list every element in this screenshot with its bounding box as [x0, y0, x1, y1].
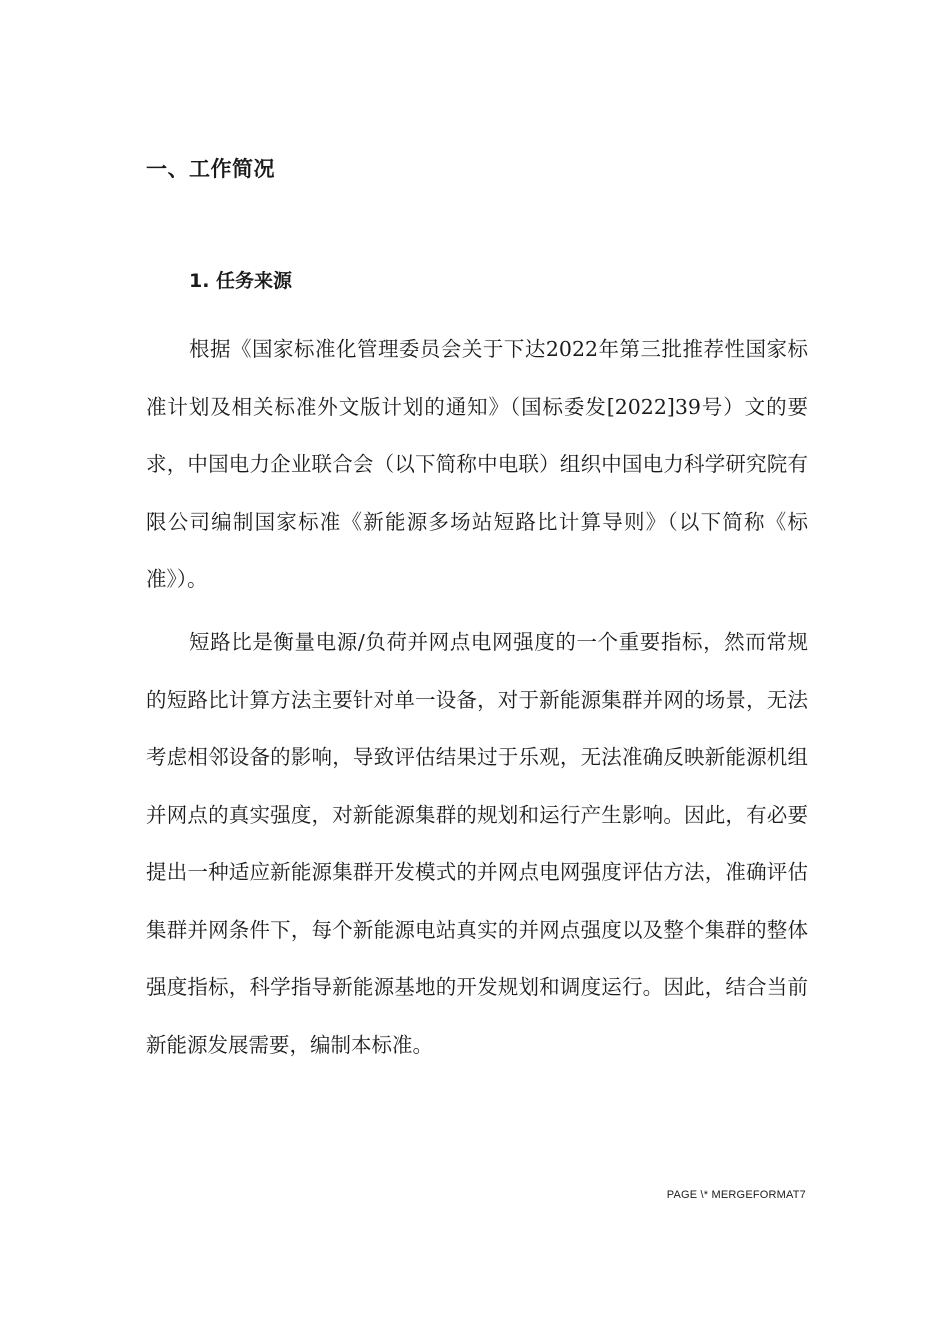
subsection-heading: 1. 任务来源	[189, 270, 293, 292]
section-heading: 一、工作简况	[146, 157, 275, 181]
page-number-field: PAGE \* MERGEFORMAT7	[666, 1189, 806, 1201]
body-paragraph: 短路比是衡量电源/负荷并网点电网强度的一个重要指标，然而常规的短路比计算方法主要针对单一设备，对于新能源集群并网的场景，无法考虑相邻设备的影响，导致评估结果过于乐观，无法准确反映新能源机组并网点的真实强度，对新能源集群的规划和运行产生影响。因此，有必要提出一种适应新能源集群开发模式的并网点电网强度评估方法，准确评估集群并网条件下，每个新能源电站真实的并网点强度以及整个集群的整体强度指标，科学指导新能源基地的开发规划和调度运行。因此，结合当前新能源发展需要，编制本标准。	[146, 630, 808, 1057]
body-paragraph: 根据《国家标准化管理委员会关于下达2022年第三批推荐性国家标准计划及相关标准外文版计划的通知》（国标委发[2022]39号）文的要求，中国电力企业联合会（以下简称中电联）组织中国电力科学研究院有限公司编制国家标准《新能源多场站短路比计算导则》（以下简称《标准》）。	[146, 337, 808, 591]
